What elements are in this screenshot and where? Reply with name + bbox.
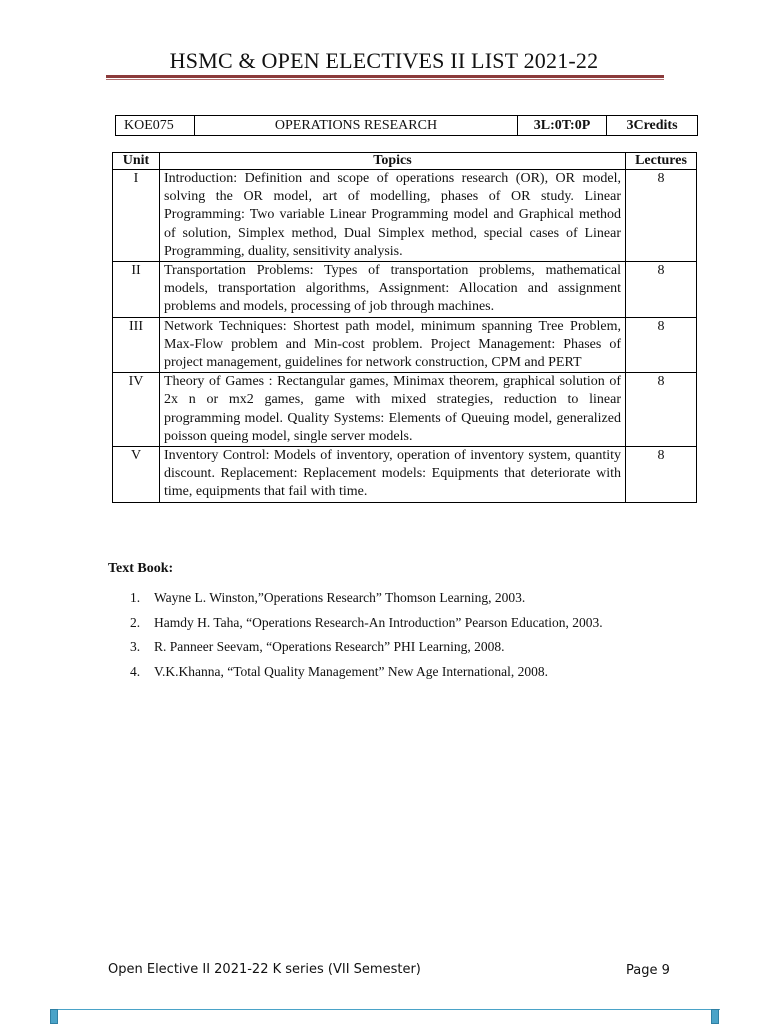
- list-item: [130, 611, 603, 636]
- header-lectures: Lectures: [626, 153, 697, 170]
- footer-marker-right: [711, 1009, 719, 1024]
- table-row: [113, 447, 697, 503]
- header-rule: [106, 75, 664, 78]
- unit-lectures: 8: [626, 447, 697, 503]
- list-item-text: R. Panneer Seevam, “Operations Research” PHI Learning, 2008.: [154, 639, 505, 654]
- header-unit: Unit: [113, 153, 160, 170]
- unit-lectures: 8: [626, 262, 697, 318]
- course-info-box: [115, 115, 698, 136]
- header-rule-thin: [106, 79, 664, 80]
- list-item-text: Hamdy H. Taha, “Operations Research-An Introduction” Pearson Education, 2003.: [154, 614, 603, 630]
- list-item-text: Wayne L. Winston,”Operations Research” Thomson Learning, 2003.: [154, 590, 526, 605]
- table-row: [113, 317, 697, 373]
- unit-topics: Introduction: Definition and scope of operations research (OR), OR model, solving the OR model, art of modelling, phases of OR study. Linear Programming: Two variable Linear Programming model and Graphical method of solution, Simplex method, Dual Simplex method, special cases of Linear Programming, duality, sensitivity analysis.: [160, 170, 626, 262]
- list-item: [130, 586, 603, 611]
- unit-number: II: [113, 262, 160, 318]
- list-item-number: 3.: [130, 639, 141, 654]
- course-code: KOE075: [116, 116, 195, 135]
- table-row: [113, 262, 697, 318]
- unit-topics: Theory of Games : Rectangular games, Minimax theorem, graphical solution of 2x n or mx2 games, game with mixed strategies, reduction to linear programming model. Quality Systems: Elements of Queuing model, generalized poisson queing model, single server models.: [160, 373, 626, 447]
- unit-number: III: [113, 317, 160, 373]
- unit-number: I: [113, 170, 160, 262]
- table-row: [113, 373, 697, 447]
- textbook-list: [130, 586, 603, 684]
- unit-lectures: 8: [626, 373, 697, 447]
- course-ltp: 3L:0T:0P: [518, 116, 607, 135]
- unit-topics: Network Techniques: Shortest path model, minimum spanning Tree Problem, Max-Flow problem and Min-cost problem. Project Management: Phases of project management, guidelines for network construction, CPM and PERT: [160, 317, 626, 373]
- unit-number: V: [113, 447, 160, 503]
- course-name: OPERATIONS RESEARCH: [195, 116, 518, 135]
- unit-topics: Transportation Problems: Types of transportation problems, mathematical models, transportation algorithms, Assignment: Allocation and assignment problems and models, processing of job through machines.: [160, 262, 626, 318]
- unit-number: IV: [113, 373, 160, 447]
- footer-text: Open Elective II 2021-22 K series (VII Semester): [108, 962, 421, 977]
- page-title: HSMC & OPEN ELECTIVES II LIST 2021-22: [169, 48, 599, 73]
- textbook-heading: Text Book:: [108, 561, 174, 576]
- page-number: Page 9: [626, 963, 670, 978]
- course-credits: 3Credits: [626, 117, 678, 133]
- table-header-row: [113, 153, 697, 170]
- table-row: [113, 170, 697, 262]
- footer-marker-left: [50, 1009, 58, 1024]
- list-item: [130, 635, 603, 660]
- unit-topics: Inventory Control: Models of inventory, operation of inventory system, quantity discount. Replacement: Replacement models: Equipments that deteriorate with time, equipments that fail with time.: [160, 447, 626, 503]
- unit-lectures: 8: [626, 317, 697, 373]
- list-item: [130, 660, 603, 685]
- list-item-number: 2.: [130, 614, 141, 630]
- list-item-number: 1.: [130, 590, 141, 605]
- footer-rule: [50, 1009, 720, 1010]
- syllabus-table: [112, 152, 697, 503]
- header-topics: Topics: [160, 153, 626, 170]
- list-item-number: 4.: [130, 663, 141, 679]
- list-item-text: V.K.Khanna, “Total Quality Management” New Age International, 2008.: [154, 663, 548, 679]
- unit-lectures: 8: [626, 170, 697, 262]
